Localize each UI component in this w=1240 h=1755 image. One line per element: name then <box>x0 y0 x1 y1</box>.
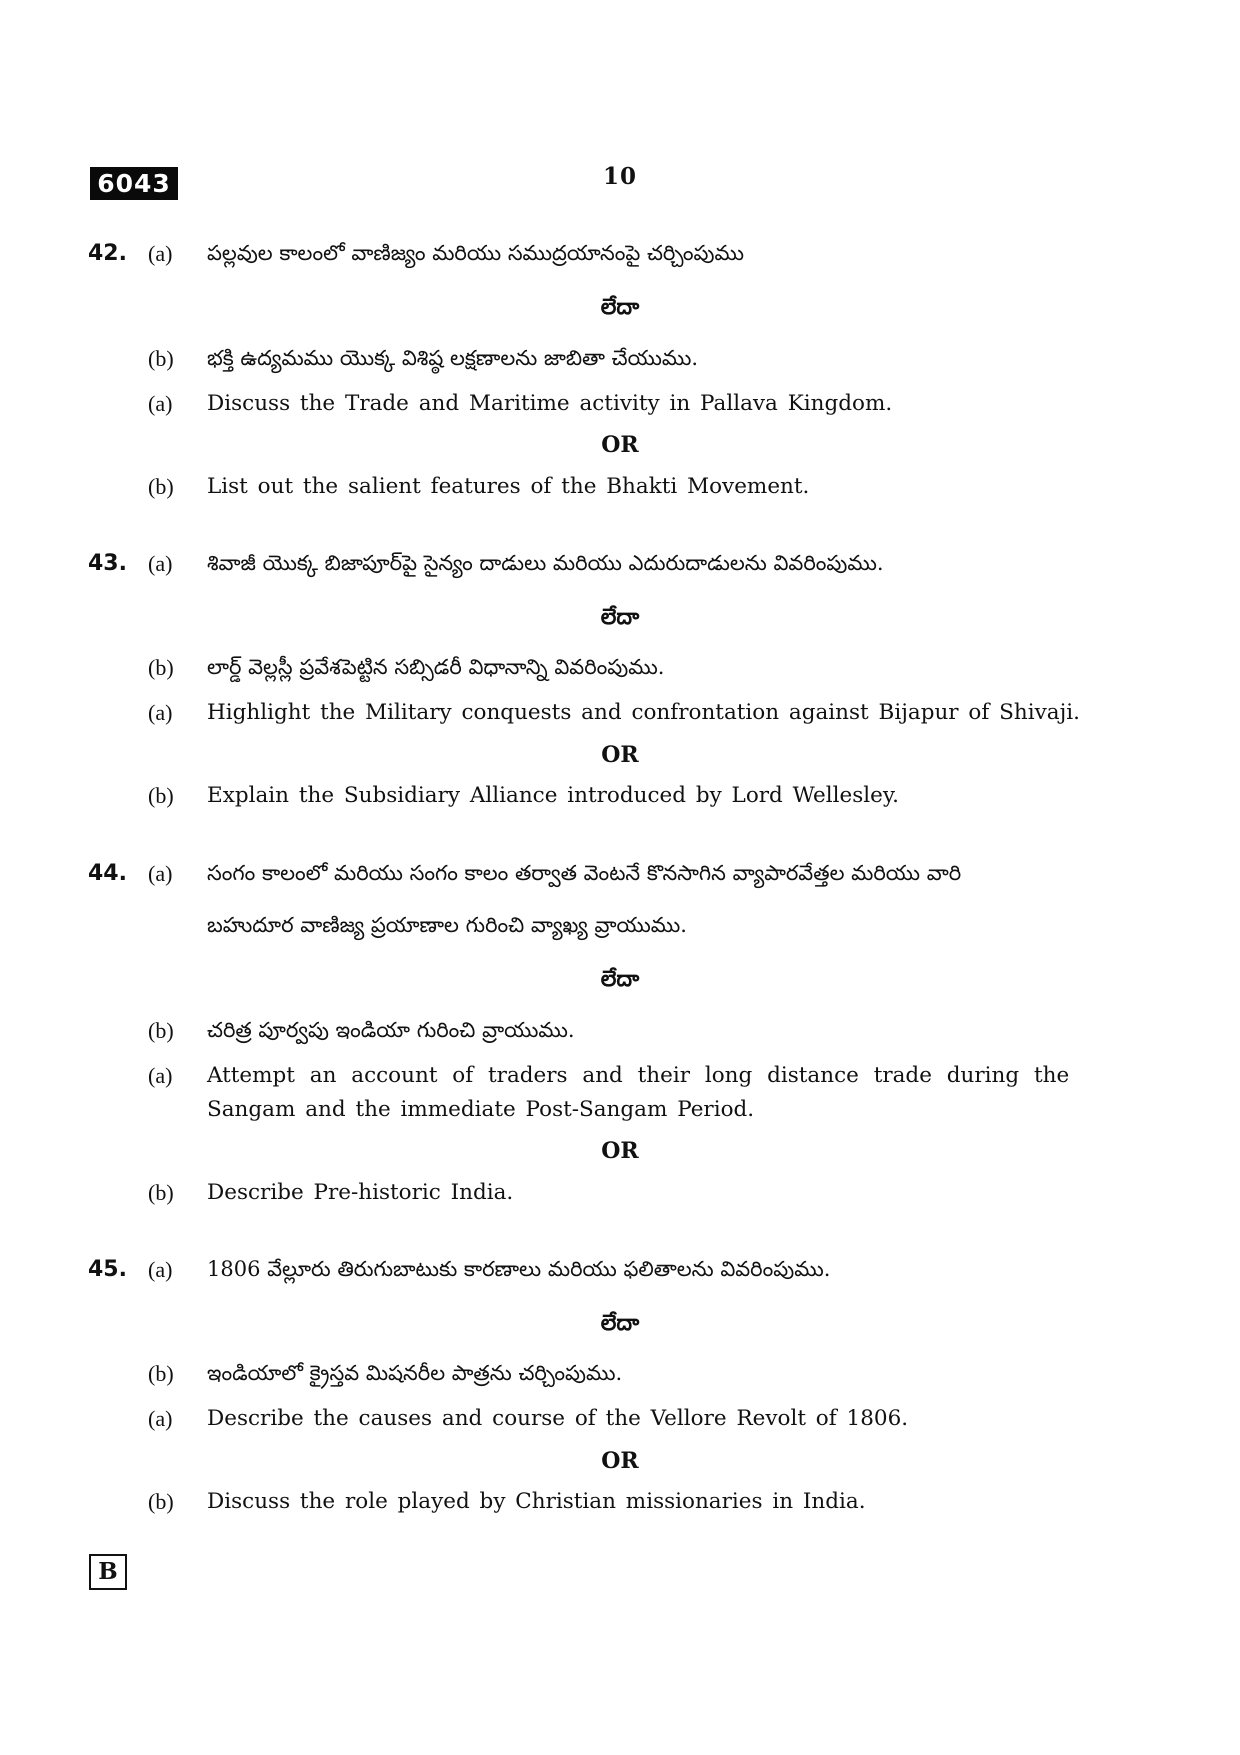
or-separator: OR <box>601 1138 639 1164</box>
telugu-option-a: 1806 వేల్లూరు తిరుగుబాటుకు కారణాలు మరియు ఫలితాలను వివరింపుము. <box>207 1257 831 1281</box>
english-option-a: Describe the causes and course of the Vellore Revolt of 1806. <box>207 1406 909 1431</box>
paper-code-badge: 6043 <box>90 167 178 200</box>
page-number: 10 <box>602 163 637 190</box>
option-label-a: (a) <box>148 241 173 266</box>
telugu-option-b: ఇండియాలో క్రైస్తవ మిషనరీల పాత్రను చర్చింపుము. <box>207 1361 623 1385</box>
or-separator: OR <box>601 1448 639 1474</box>
option-label-a: (a) <box>148 551 173 576</box>
or-separator: OR <box>601 432 639 458</box>
option-label-a: (a) <box>148 861 173 886</box>
option-label-a: (a) <box>148 1257 173 1282</box>
english-option-b: Discuss the role played by Christian missionaries in India. <box>207 1489 866 1514</box>
english-option-b: List out the salient features of the Bhakti Movement. <box>207 474 810 499</box>
or-separator-telugu: లేదా <box>600 294 640 320</box>
option-label-b: (b) <box>148 783 174 808</box>
english-option-a: Discuss the Trade and Maritime activity in Pallava Kingdom. <box>207 391 893 416</box>
option-label-b: (b) <box>148 1018 174 1043</box>
telugu-option-a: పల్లవుల కాలంలో వాణిజ్యం మరియు సముద్రయానంపై చర్చింపుము <box>207 241 744 265</box>
option-label-b: (b) <box>148 655 174 680</box>
telugu-option-b: భక్తి ఉద్యమము యొక్క విశిష్ఠ లక్షణాలను జాబితా చేయుము. <box>207 346 699 370</box>
option-label-b: (b) <box>148 346 174 371</box>
telugu-option-b: చరిత్ర పూర్వపు ఇండియా గురించి వ్రాయుము. <box>207 1018 575 1042</box>
telugu-option-a-line2: బహుదూర వాణిజ్య ప్రయాణాల గురించి వ్యాఖ్య వ్రాయుము. <box>207 913 687 937</box>
or-separator-telugu: లేదా <box>600 604 640 630</box>
booklet-series-box: B <box>89 1554 127 1590</box>
or-separator-telugu: లేదా <box>600 1310 640 1336</box>
telugu-option-a: శివాజీ యొక్క బిజాపూర్‌పై సైన్యం దాడులు మరియు ఎదురుదాడులను వివరింపుము. <box>207 551 884 575</box>
or-separator: OR <box>601 742 639 768</box>
english-option-a-line2: Sangam and the immediate Post-Sangam Period. <box>207 1097 755 1122</box>
question-number: 43. <box>88 551 127 576</box>
option-label-a: (a) <box>148 1406 173 1431</box>
or-separator-telugu: లేదా <box>600 966 640 992</box>
english-option-b: Describe Pre-historic India. <box>207 1180 514 1205</box>
english-option-b: Explain the Subsidiary Alliance introduced by Lord Wellesley. <box>207 783 899 808</box>
english-option-a: Highlight the Military conquests and confrontation against Bijapur of Shivaji. <box>207 700 1080 725</box>
option-label-b: (b) <box>148 1361 174 1386</box>
option-label-a: (a) <box>148 391 173 416</box>
option-label-b: (b) <box>148 1489 174 1514</box>
question-number: 45. <box>88 1257 127 1282</box>
question-number: 42. <box>88 241 127 266</box>
english-option-a-line1: Attempt an account of traders and their long distance trade during the <box>207 1063 1070 1088</box>
question-number: 44. <box>88 861 127 886</box>
option-label-a: (a) <box>148 700 173 725</box>
telugu-option-b: లార్డ్ వెల్లస్లీ ప్రవేశపెట్టిన సబ్సిడరీ విధానాన్ని వివరింపుము. <box>207 655 665 679</box>
option-label-b: (b) <box>148 1180 174 1205</box>
option-label-a: (a) <box>148 1063 173 1088</box>
option-label-b: (b) <box>148 474 174 499</box>
telugu-option-a-line1: సంగం కాలంలో మరియు సంగం కాలం తర్వాత వెంటనే కొనసాగిన వ్యాపారవేత్తల మరియు వారి <box>207 861 962 885</box>
